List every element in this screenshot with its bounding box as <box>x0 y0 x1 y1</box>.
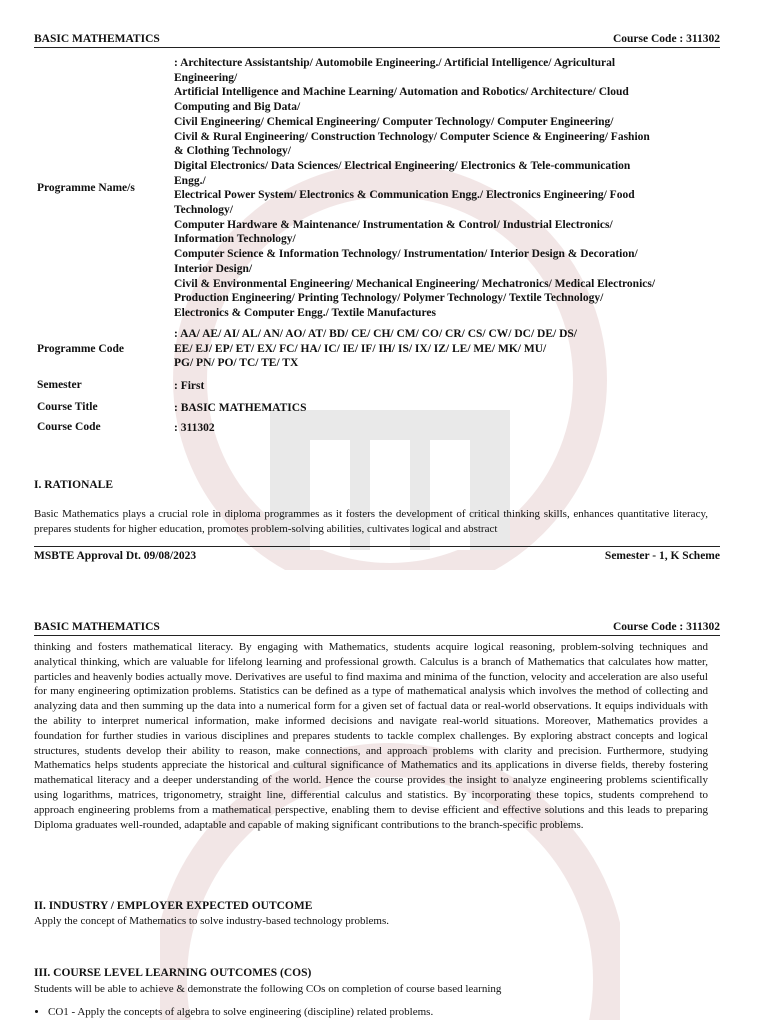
footer-approval-date: MSBTE Approval Dt. 09/08/2023 <box>34 550 197 562</box>
header-course-name: BASIC MATHEMATICS <box>34 33 160 45</box>
programme-names-line: Civil & Environmental Engineering/ Mechanical Engineering/ Mechatronics/ Medical Electronics/ <box>174 277 656 290</box>
course-title-label: Course Title <box>37 401 98 413</box>
course-code-value: : 311302 <box>174 422 215 434</box>
programme-names-value <box>174 56 714 321</box>
programme-names-line: Electrical Power System/ Electronics & Communication Engg./ Electronics Engineering/ Food <box>174 189 635 202</box>
page1-footer <box>34 546 720 562</box>
programme-names-line: Engineering/ <box>174 71 238 84</box>
programme-names-line: Computer Science & Information Technology/ Instrumentation/ Interior Design & Decoration/ <box>174 248 638 261</box>
programme-names-line: Civil Engineering/ Chemical Engineering/ Computer Technology/ Computer Engineering/ <box>174 115 614 128</box>
rationale-heading: I. RATIONALE <box>34 479 114 491</box>
programme-names-line: Electronics & Computer Engg./ Textile Manufactures <box>174 306 436 319</box>
course-title-value: : BASIC MATHEMATICS <box>174 402 307 414</box>
rationale-paragraph: Basic Mathematics plays a crucial role in diploma programmes as it fosters the development of critical thinking skills, enhances quantitative literacy, prepares students for higher education, promotes problem-solving abilities, cultivates logical and abstract <box>34 508 708 535</box>
course-outcomes-heading: III. COURSE LEVEL LEARNING OUTCOMES (COS) <box>34 967 312 979</box>
semester-value: : First <box>174 380 205 392</box>
programme-names-line: Interior Design/ <box>174 262 253 275</box>
page1-header <box>34 33 720 48</box>
footer-semester-scheme: Semester - 1, K Scheme <box>604 550 720 562</box>
industry-outcome-heading: II. INDUSTRY / EMPLOYER EXPECTED OUTCOME <box>34 900 313 912</box>
programme-code-value <box>174 327 714 371</box>
programme-code-line: : AA/ AE/ AI/ AL/ AN/ AO/ AT/ BD/ CE/ CH/ CM/ CO/ CR/ CS/ CW/ DC/ DE/ DS/ <box>174 328 577 340</box>
programme-names-line: Artificial Intelligence and Machine Learning/ Automation and Robotics/ Architecture/ Cloud <box>174 86 629 99</box>
programme-names-line: Civil & Rural Engineering/ Construction Technology/ Computer Science & Engineering/ Fashion <box>174 130 650 143</box>
rationale-continued-paragraph: thinking and fosters mathematical literacy. By engaging with Mathematics, students acquire logical reasoning, problem-solving techniques and analytical thinking, which are valuable for lifelong learning and professional growth. Calculus is a branch of Mathematics that calculates how matter, particles and heavenly bodies actually move. Derivatives are useful to find maxima and minima of the function, velocity and acceleration are also useful for many engineering optimization problems. Statistics can be defined as a type of mathematical analysis which involves the method of collecting and analyzing data and then summing up the data into a numerical form for a given set of factual data or real-world observations. It equips individuals with the ability to interpret numerical information, make informed decisions and navigate real-world situations. Moreover, Mathematics provides a foundation for further studies in various disciplines and prepares students to tackle complex challenges. By exploring abstract concepts and logical structures, students develop their ability to reason, make connections, and approach problems with clarity and precision. Furthermore, studying Mathematics helps students appreciate the historical and cultural significance of Mathematics and its applications in diverse fields, thereby fostering mathematical literacy and a deeper understanding of the world. Hence the course provides the insight to analyze engineering problems scientifically using logarithms, matrices, trigonometry, straight line, differential calculus and statistics. By incorporating these topics, students comprehend to approach engineering problems from a mathematical perspective, enabling them to devise efficient and effective solutions and this leads to preparing Diploma graduates well-rounded, adaptable and capable of making significant contributions to the branch-specific problems. <box>34 641 708 831</box>
programme-names-line: : Architecture Assistantship/ Automobile Engineering./ Artificial Intelligence/ Agricultural <box>174 57 616 69</box>
programme-names-line: Engg./ <box>174 174 206 187</box>
programme-names-line: & Clothing Technology/ <box>174 145 291 158</box>
programme-names-line: Computing and Big Data/ <box>174 101 301 114</box>
course-outcomes-list <box>30 1006 433 1018</box>
programme-names-line: Computer Hardware & Maintenance/ Instrumentation & Control/ Industrial Electronics/ <box>174 218 613 231</box>
programme-names-line: Technology/ <box>174 204 234 217</box>
programme-names-line: Production Engineering/ Printing Technology/ Polymer Technology/ Textile Technology/ <box>174 292 604 305</box>
programme-names-label: Programme Name/s <box>37 182 135 194</box>
programme-names-line: Digital Electronics/ Data Sciences/ Electrical Engineering/ Electronics & Tele-communication <box>174 159 631 172</box>
programme-code-label: Programme Code <box>37 343 124 355</box>
programme-names-line: Information Technology/ <box>174 233 296 246</box>
course-outcome-item: • CO1 - Apply the concepts of algebra to solve engineering (discipline) related problems. <box>48 1006 433 1018</box>
header-course-code: Course Code : 311302 <box>612 621 720 633</box>
course-code-label: Course Code <box>37 421 101 433</box>
industry-outcome-text: Apply the concept of Mathematics to solve industry-based technology problems. <box>34 915 389 927</box>
page2-header <box>34 621 720 636</box>
header-course-name: BASIC MATHEMATICS <box>34 621 160 633</box>
programme-code-line: PG/ PN/ PO/ TC/ TE/ TX <box>174 357 299 370</box>
programme-code-line: EE/ EJ/ EP/ ET/ EX/ FC/ HA/ IC/ IE/ IF/ IH/ IS/ IX/ IZ/ LE/ ME/ MK/ MU/ <box>174 342 547 355</box>
semester-label: Semester <box>37 379 82 391</box>
header-course-code: Course Code : 311302 <box>612 33 720 45</box>
course-outcomes-intro: Students will be able to achieve & demonstrate the following COs on completion of course based learning <box>34 983 502 995</box>
